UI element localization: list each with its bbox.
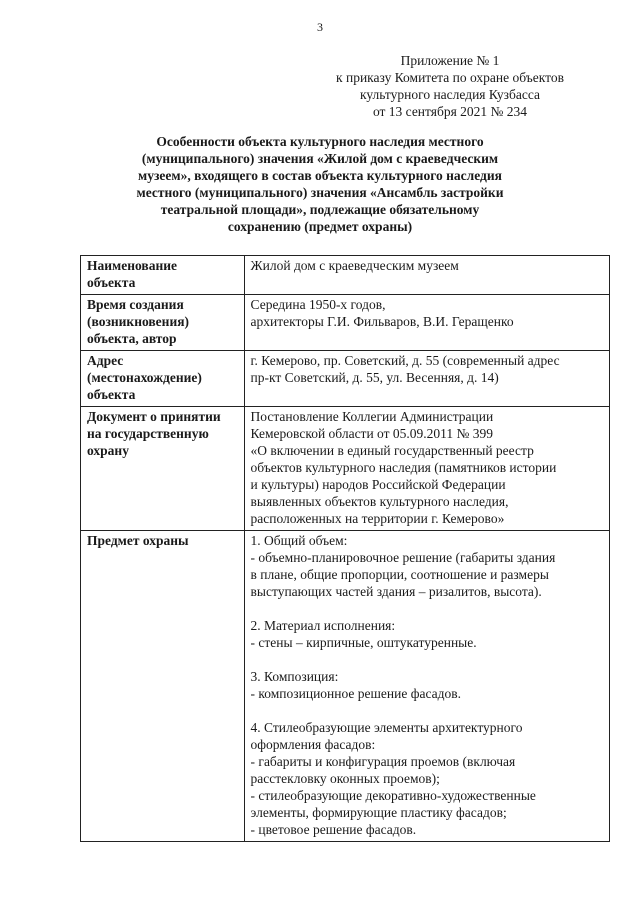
title-line: театральной площади», подлежащие обязательному <box>160 202 480 217</box>
value-line: «О включении в единый государственный реестр <box>250 443 534 458</box>
subject-section-material <box>251 617 604 651</box>
label-line: объекта, автор <box>87 331 177 346</box>
row-value <box>244 295 609 351</box>
label-line: (местонахождение) <box>87 370 202 385</box>
section-line: оформления фасадов: <box>250 737 376 752</box>
title-line: Особенности объекта культурного наследия местного <box>156 134 484 149</box>
label-line: на государственную <box>87 426 209 441</box>
row-value <box>244 351 609 407</box>
appendix-line: к приказу Комитета по охране объектов <box>336 70 564 85</box>
label-line: объекта <box>87 387 136 402</box>
section-line: 2. Материал исполнения: <box>250 618 396 633</box>
table-row-subject-of-protection <box>81 531 610 842</box>
table-row-protection-document <box>81 407 610 531</box>
row-label <box>81 531 245 842</box>
label-line: Предмет охраны <box>87 533 189 548</box>
section-line: 1. Общий объем: <box>250 533 348 548</box>
title-line: местного (муниципального) значения «Ансамбль застройки <box>136 185 504 200</box>
section-line: 3. Композиция: <box>250 669 339 684</box>
row-value <box>244 531 609 842</box>
label-line: охрану <box>87 443 129 458</box>
value-line: расположенных на территории г. Кемерово» <box>250 511 505 526</box>
title-line: музеем», входящего в состав объекта культурного наследия <box>138 168 502 183</box>
appendix-block <box>300 52 600 120</box>
section-line: 4. Стилеобразующие элементы архитектурного <box>250 720 523 735</box>
value-line: г. Кемерово, пр. Советский, д. 55 (современный адрес <box>250 353 560 368</box>
section-line: в плане, общие пропорции, соотношение и размеры <box>250 567 549 582</box>
value-line: выявленных объектов культурного наследия, <box>250 494 509 509</box>
subject-section-volume <box>251 532 604 600</box>
subject-section-style-elements <box>251 719 604 838</box>
value-line: Жилой дом с краеведческим музеем <box>250 258 459 273</box>
section-line: расстекловку оконных проемов); <box>250 771 440 786</box>
page-number: 3 <box>317 20 323 34</box>
section-line: - стены – кирпичные, оштукатуренные. <box>250 635 477 650</box>
value-line: объектов культурного наследия (памятников истории <box>250 460 557 475</box>
value-line: архитекторы Г.И. Фильваров, В.И. Геращенко <box>250 314 514 329</box>
value-line: Кемеровской области от 05.09.2011 № 399 <box>250 426 494 441</box>
table-row-name <box>81 256 610 295</box>
subject-section-composition <box>251 668 604 702</box>
section-line: выступающих частей здания – ризалитов, высота). <box>250 584 542 599</box>
label-line: Документ о принятии <box>87 409 221 424</box>
document-title <box>100 133 540 235</box>
label-line: Адрес <box>87 353 124 368</box>
section-line: - габариты и конфигурация проемов (включая <box>250 754 516 769</box>
appendix-line: от 13 сентября 2021 № 234 <box>372 104 528 119</box>
appendix-line: Приложение № 1 <box>400 53 500 68</box>
row-value <box>244 407 609 531</box>
row-label <box>81 407 245 531</box>
appendix-line: культурного наследия Кузбасса <box>360 87 540 102</box>
section-line: - цветовое решение фасадов. <box>250 822 417 837</box>
title-line: (муниципального) значения «Жилой дом с краеведческим <box>141 151 499 166</box>
label-line: объекта <box>87 275 136 290</box>
section-line: элементы, формирующие пластику фасадов; <box>250 805 507 820</box>
table-row-creation-time <box>81 295 610 351</box>
value-line: Постановление Коллегии Администрации <box>250 409 494 424</box>
section-line: - композиционное решение фасадов. <box>250 686 461 701</box>
value-line: Середина 1950-х годов, <box>250 297 386 312</box>
section-line: - объемно-планировочное решение (габариты здания <box>250 550 556 565</box>
protection-subject-table <box>80 255 610 842</box>
row-value <box>244 256 609 295</box>
title-line: сохранению (предмет охраны) <box>227 219 413 234</box>
value-line: пр-кт Советский, д. 55, ул. Весенняя, д. 14) <box>250 370 499 385</box>
table-row-address <box>81 351 610 407</box>
section-line: - стилеобразующие декоративно-художественные <box>250 788 536 803</box>
label-line: Наименование <box>87 258 177 273</box>
row-label <box>81 256 245 295</box>
row-label <box>81 351 245 407</box>
row-label <box>81 295 245 351</box>
label-line: Время создания <box>87 297 184 312</box>
label-line: (возникновения) <box>87 314 190 329</box>
value-line: и культуры) народов Российской Федерации <box>250 477 506 492</box>
